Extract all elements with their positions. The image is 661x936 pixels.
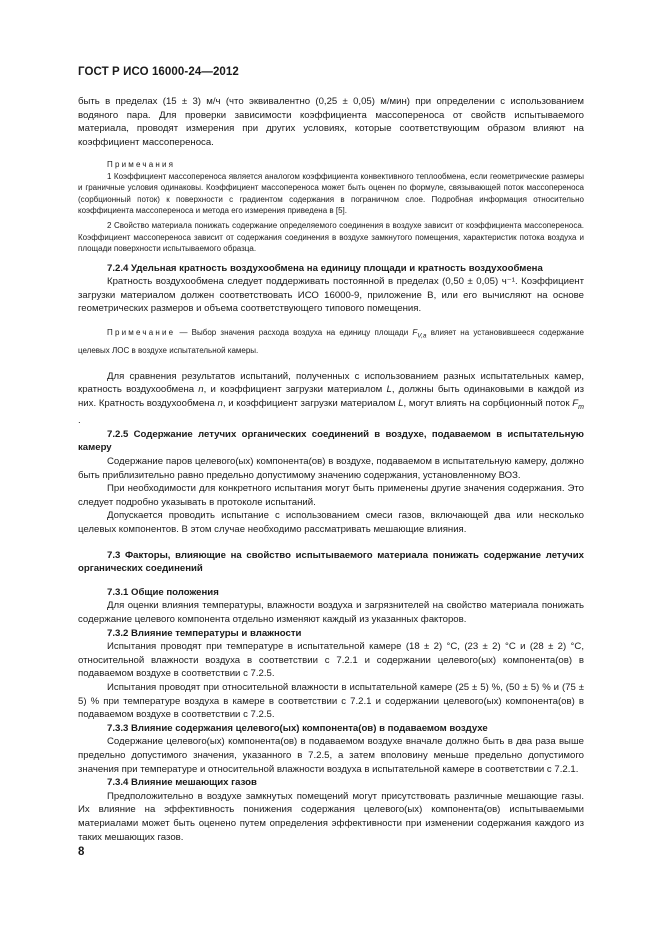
- heading-7-2-4: 7.2.4 Удельная кратность воздухообмена на единицу площади и кратность воздухообмена: [107, 262, 543, 274]
- symbol-F: F: [412, 328, 418, 337]
- heading-7-3-3: 7.3.3 Влияние содержания целевого(ых) компонента(ов) в подаваемом воздухе: [107, 722, 488, 734]
- paragraph-7-2-5-a: Содержание паров целевого(ых) компонента(ов) в воздухе, подаваемом в испытательную камеру, должно быть приблизительно равно предельно допустимому значению содержания, установленному ВОЗ.: [78, 456, 584, 481]
- page-content: [78, 95, 584, 844]
- note-label: Примечание: [107, 328, 176, 337]
- note-7-2-4: Примечание — Выбор значения расхода воздуха на единицу площади $F_{V,a}$ влияет на установившееся содержание целевых ЛОС в воздухе испытательной камеры.: [78, 328, 584, 355]
- paragraph-7-3-2-a: Испытания проводят при температуре в испытательной камере (18 ± 2) °C, (23 ± 2) °C и (28 ± 2) °C, относительной влажности воздуха в соответствии с 7.2.1 и содержании целевого(ых) компонента(ов) в подаваемом воздухе в соответствии с 7.2.5.: [78, 641, 584, 680]
- standard-header: ГОСТ Р ИСО 16000-24—2012: [78, 66, 239, 78]
- paragraph-7-2-5-c: Допускается проводить испытание с использованием смеси газов, включающей два или несколько целевых компонентов. В этом случае необходимо рассматривать мешающие влияния.: [78, 510, 584, 536]
- note-1: 1 Коэффициент массопереноса является аналогом коэффициента конвективного теплообмена, если геометрические размеры и граничные условия одинаковы. Коэффициент массопереноса может быть оценен по формуле, связывающей поток массопереноса (сорбционный поток) к поверхности с градиентом содержания в пограничном слое. Подробная информация относительно коэффициента массопереноса и метода его измерения приведена в [5].: [78, 171, 584, 215]
- notes-title: Примечания: [107, 160, 176, 170]
- paragraph-7-3-3: Содержание целевого(ых) компонента(ов) в подаваемом воздухе вначале должно быть в два раза выше предельно допустимого значения, указанного в 7.2.5, а затем вполовину меньше предельно допустимого значения при температуре и относительной влажности воздуха в испытательной камере в соответствии с 7.2.1.: [78, 736, 584, 775]
- heading-7-3-1: 7.3.1 Общие положения: [107, 586, 219, 598]
- note-2: 2 Свойство материала понижать содержание определяемого соединения в воздухе зависит от коэффициента массопереноса. Коэффициент массопереноса зависит от содержания соединения в воздухе замкнутого помещения, характеристик потока воздуха и площади поверхности испытываемого образца.: [78, 221, 584, 254]
- heading-7-3-4: 7.3.4 Влияние мешающих газов: [107, 777, 257, 789]
- paragraph-intro: быть в пределах (15 ± 3) м/ч (что эквивалентно (0,25 ± 0,05) м/мин) при определении с использованием водяного пара. Для проверки зависимости коэффициента массопереноса от свойств испытываемого материала, проводят измерения при других условиях, которые соответствующим образом влияют на коэффициент массопереноса.: [78, 96, 584, 148]
- paragraph-7-2-4-b: Для сравнения результатов испытаний, полученных с использованием разных испытательных камер, кратность воздухообмена n, и коэффициент загрузки материалом L, должны быть одинаковыми в каждой из них. Кратность воздухообмена n, и коэффициент загрузки материалом L, могут влиять на сорбционный поток $F_m$ .: [78, 370, 585, 427]
- paragraph-7-2-4-a: Кратность воздухообмена следует поддерживать постоянной в пределах (0,50 ± 0,05) ч⁻¹. Коэффициент загрузки материалом должен соответствовать ИСО 16000-9, приложение В, или его вычисляют на основе геометрических размеров и объема соответствующего типового помещения.: [78, 276, 584, 315]
- paragraph-7-3-2-b: Испытания проводят при относительной влажности в испытательной камере (25 ± 5) %, (50 ± 5) % и (75 ± 5) % при температуре воздуха в камере в соответствии с 7.2.1 и содержании целевого(ых) компонента(ов) в подаваемом воздухе в соответствии с 7.2.5.: [78, 681, 584, 721]
- heading-7-3-2: 7.3.2 Влияние температуры и влажности: [107, 627, 302, 639]
- heading-7-2-5: 7.2.5 Содержание летучих органических соединений в воздухе, подаваемом в испытательную камеру: [78, 428, 584, 454]
- paragraph-7-3-4: Предположительно в воздухе замкнутых помещений могут присутствовать различные мешающие газы. Их влияние на эффективность понижения содержания целевого(ых) компонента(ов) испытываемыми материалами может быть оценено путем определения эффективности при изменении содержания каждого из таких мешающих газов.: [78, 790, 584, 843]
- page-number: 8: [78, 846, 85, 858]
- heading-7-3: 7.3 Факторы, влияющие на свойство испытываемого материала понижать содержание летучих органических соединений: [78, 549, 584, 575]
- paragraph-7-3-1: Для оценки влияния температуры, влажности воздуха и загрязнителей на свойство материала понижать содержание целевого компонента отдельно изменяют каждый из указанных факторов.: [78, 600, 584, 625]
- paragraph-7-2-5-b: При необходимости для конкретного испытания могут быть применены другие значения содержания. Это следует подробно указывать в протоколе испытаний.: [78, 483, 584, 508]
